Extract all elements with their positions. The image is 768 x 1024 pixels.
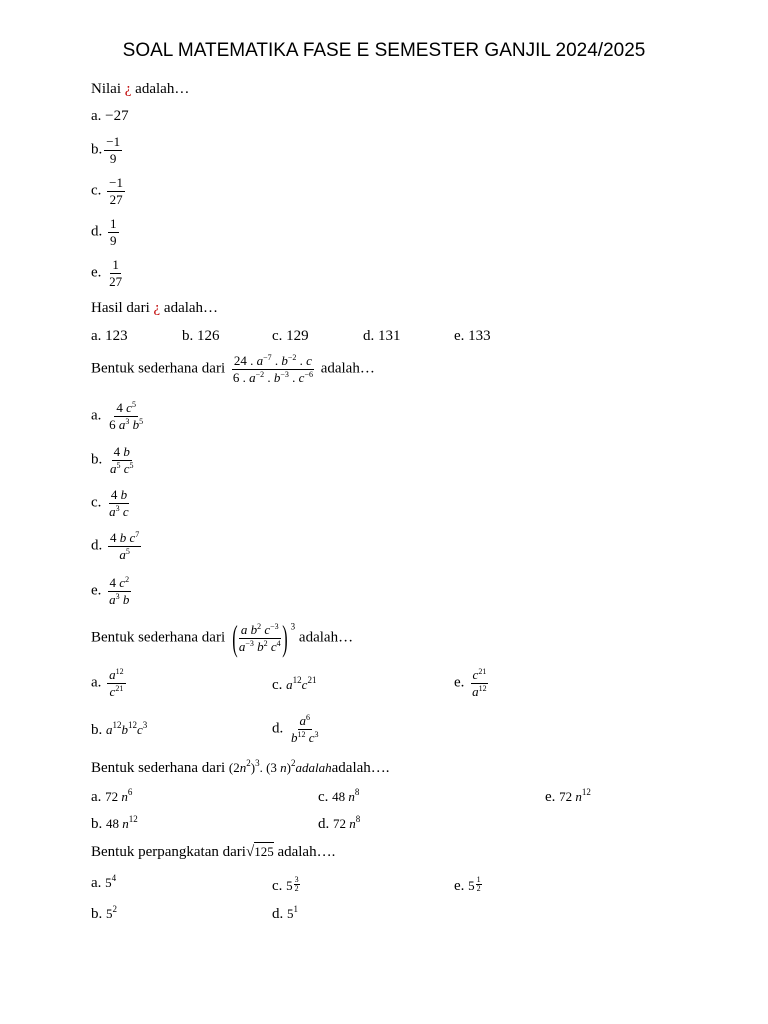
fraction: $\frac{-1}{27}$ xyxy=(109,175,124,207)
question-5: Bentuk sederhana dari $(2n^2)^3$. (3 n)$^2$adalahadalah…. xyxy=(91,758,390,776)
question-4-expression: $\frac{a b^2 c^{-3}}{a^{-3} b^2 c^4}$ xyxy=(238,621,281,654)
q5-option-e: e. 72 $n^{12}$ xyxy=(545,787,591,805)
q4-option-b: b. $a^{12}b^{12}c^3$ xyxy=(91,720,148,738)
q1-option-d: d. $\frac{1}{9}$ xyxy=(91,216,117,248)
q5-option-b: b. 48 $n^{12}$ xyxy=(91,814,138,832)
q5-option-d: d. 72 $n^8$ xyxy=(318,814,361,832)
question-5-expression: $(2n^2)^3$. (3 n)$^2$adalah xyxy=(228,758,332,775)
question-2: Hasil dari ¿ adalah… xyxy=(91,300,219,316)
q6-option-c: c. 5 $\frac{3}{2}$ xyxy=(272,875,299,894)
q6-option-b: b. $5^2$ xyxy=(91,904,117,922)
question-1-prefix: Nilai xyxy=(91,81,121,97)
q3-option-a: a. $\frac{4 c^5}{6 a^3 b^5}$ xyxy=(91,400,144,432)
q2-option-d: d. 131 xyxy=(363,328,401,344)
question-4: Bentuk sederhana dari ( $\frac{a b^2 c^{-3}}{a^{-3} b^2 c^4}$ ) $^3$ adalah… xyxy=(91,618,354,658)
q4-option-c: c. $a^{12}c^{21}$ xyxy=(272,675,317,693)
q6-option-a: a. $5^4$ xyxy=(91,873,117,891)
q6-option-d: d. $5^1$ xyxy=(272,904,298,922)
question-1 xyxy=(91,82,189,97)
q5-option-c: c. 48 $n^8$ xyxy=(318,787,360,805)
question-1-glyph: ¿ xyxy=(124,81,132,97)
q3-option-b: b. $\frac{4 b}{a^5 c^5}$ xyxy=(91,444,134,476)
q4-option-a: a. $\frac{a^{12}}{c^{21}}$ xyxy=(91,667,124,699)
q3-option-d: d. $\frac{4 b c^7}{a^5}$ xyxy=(91,530,140,562)
question-6: Bentuk perpangkatan dari√125 adalah…. xyxy=(91,844,336,860)
fraction: $\frac{-1}{9}$ xyxy=(106,134,121,166)
q3-option-c: c. $\frac{4 b}{a^3 c}$ xyxy=(91,487,129,519)
fraction: $\frac{1}{27}$ xyxy=(109,257,123,289)
q2-option-b: b. 126 xyxy=(182,328,220,344)
sqrt-radicand: 125 xyxy=(254,844,274,859)
q4-option-e: e. $\frac{c^{21}}{a^{12}}$ xyxy=(454,667,487,699)
q2-option-e: e. 133 xyxy=(454,328,491,344)
q2-option-a: a. 123 xyxy=(91,328,128,344)
q1-option-e: e. $\frac{1}{27}$ xyxy=(91,257,123,289)
q1-option-b: b. $\frac{-1}{9}$ xyxy=(91,134,121,166)
question-3: Bentuk sederhana dari $\frac{24 . a^{-7} . b^{-2} . c}{6 . a^{-2} . b^{-3} . c^{-6}}$ adalah… xyxy=(91,353,375,385)
sqrt-sign: √ xyxy=(245,844,255,860)
q1-option-c: c. $\frac{-1}{27}$ xyxy=(91,175,124,207)
q3-option-e: e. $\frac{4 c^2}{a^3 b}$ xyxy=(91,575,130,607)
question-1-suffix: adalah… xyxy=(135,81,190,97)
q2-option-c: c. 129 xyxy=(272,328,309,344)
q5-option-a: a. 72 $n^6$ xyxy=(91,787,133,805)
page-title: SOAL MATEMATIKA FASE E SEMESTER GANJIL 2024/2025 xyxy=(122,40,646,61)
q1-option-a: a. −27 xyxy=(91,108,129,124)
q4-option-d: d. $\frac{a^6}{b^{12} c^3}$ xyxy=(272,713,319,745)
question-3-expression: $\frac{24 . a^{-7} . b^{-2} . c}{6 . a^{-2} . b^{-3} . c^{-6}}$ xyxy=(232,353,313,385)
fraction: $\frac{1}{9}$ xyxy=(110,216,117,248)
q6-option-e: e. 5 $\frac{1}{2}$ xyxy=(454,875,481,894)
